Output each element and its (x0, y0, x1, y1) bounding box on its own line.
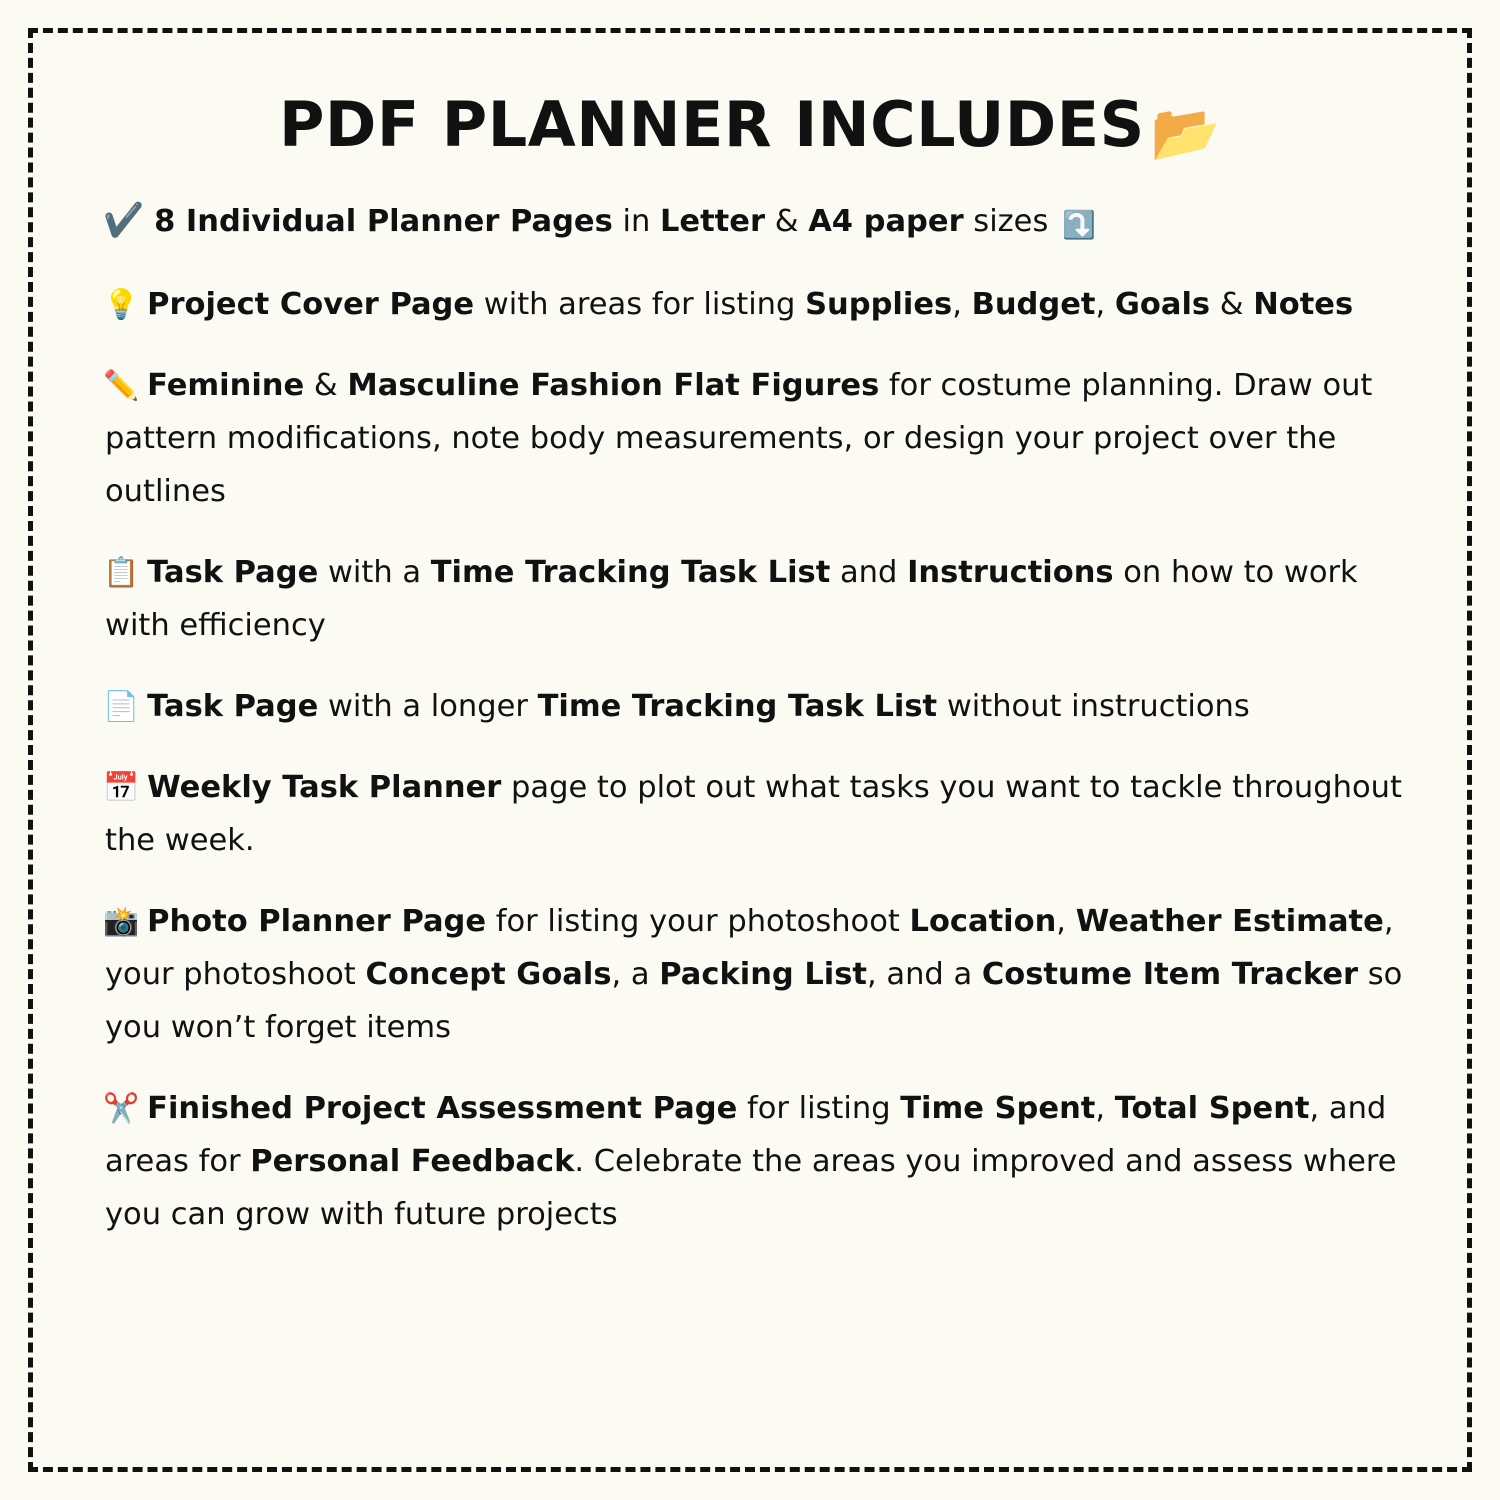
list-item-emphasis: Packing List (659, 957, 867, 993)
open-folder-icon: 📂 (1150, 101, 1222, 166)
list-item-text: for listing your photoshoot (486, 904, 910, 940)
includes-list (79, 191, 1421, 1242)
list-item-emphasis: Location (909, 904, 1057, 940)
list-item-text: in (612, 203, 660, 239)
list-item (105, 680, 1411, 733)
list-item-text: & (1210, 286, 1254, 322)
list-item-text: , and a (867, 957, 982, 993)
list-item-emphasis: Letter (659, 203, 765, 239)
page-title (79, 88, 1421, 166)
camera-with-flash-icon: 📸 (103, 904, 140, 939)
list-item-text: and (830, 554, 908, 590)
pencil-icon: ✏️ (103, 367, 140, 402)
list-item-text: , (1095, 1091, 1115, 1127)
list-item-text: , (1056, 904, 1076, 940)
list-item-text: , (952, 286, 972, 322)
calendar-icon: 📅 (103, 770, 140, 804)
list-item-text: page to plot out what tasks you want to tackle throughout the week. (105, 770, 1402, 859)
list-item (105, 546, 1411, 652)
list-item (105, 278, 1411, 331)
list-item-emphasis: Supplies (805, 286, 953, 322)
list-item-text: with a (318, 554, 431, 590)
list-item-text: & (765, 203, 809, 239)
list-item (105, 359, 1411, 518)
list-item (105, 761, 1411, 867)
light-bulb-icon: 💡 (103, 286, 140, 321)
list-item-emphasis: Time Spent (900, 1091, 1096, 1127)
list-item-emphasis: Finished Project Assessment Page (147, 1091, 738, 1127)
list-item (105, 1082, 1411, 1241)
list-item-emphasis: Costume Item Tracker (981, 957, 1359, 993)
list-item-emphasis: Goals (1114, 286, 1211, 322)
list-item-text: , and areas for (105, 1091, 1387, 1180)
scissors-icon: ✂️ (103, 1091, 140, 1126)
list-item-text: for listing (737, 1091, 901, 1127)
list-item-emphasis: Masculine Fashion Flat Figures (347, 367, 880, 403)
list-item-emphasis: Budget (971, 286, 1096, 322)
list-item-text: , a (611, 957, 660, 993)
list-item-text: so you won’t forget items (105, 957, 1403, 1046)
list-item-emphasis: Task Page (147, 554, 319, 590)
list-item (105, 191, 1411, 250)
list-item-emphasis: Instructions (907, 554, 1114, 590)
list-item-emphasis: Personal Feedback (250, 1144, 575, 1180)
list-item-emphasis: Project Cover Page (147, 286, 475, 322)
list-item-text: for costume planning. Draw out pattern modifications, note body measurements, or design your project over the outlines (105, 367, 1373, 509)
page-title-text: PDF PLANNER INCLUDES (278, 88, 1145, 161)
clipboard-icon: 📋 (103, 554, 140, 589)
list-item-text: & (304, 367, 348, 403)
list-item-emphasis: Time Tracking Task List (537, 688, 938, 724)
page-document-icon: 📄 (103, 688, 140, 723)
list-item (105, 895, 1411, 1054)
list-item-emphasis: Task Page (147, 688, 319, 724)
planner-includes-card (28, 28, 1472, 1472)
list-item-emphasis: Total Spent (1114, 1091, 1310, 1127)
list-item-text: without instructions (937, 688, 1250, 724)
check-mark-icon: ✔️ (103, 199, 145, 239)
list-item-emphasis: Weather Estimate (1075, 904, 1384, 940)
right-arrow-curving-down-icon: ⤵️ (1062, 209, 1096, 241)
list-item-emphasis: Time Tracking Task List (430, 554, 831, 590)
list-item-emphasis: Photo Planner Page (147, 904, 487, 940)
list-item-text: with a longer (318, 688, 538, 724)
list-item-emphasis: A4 paper (808, 203, 964, 239)
list-item-emphasis: Concept Goals (365, 957, 612, 993)
list-item-text: on how to work with efficiency (105, 554, 1358, 643)
list-item-text: . Celebrate the areas you improved and assess where you can grow with future projects (105, 1144, 1397, 1233)
list-item-text: sizes (963, 203, 1059, 239)
list-item-text: , your photoshoot (105, 904, 1394, 993)
list-item-text: , (1095, 286, 1115, 322)
list-item-emphasis: 8 Individual Planner Pages (154, 203, 613, 239)
list-item-emphasis: Feminine (147, 367, 305, 403)
list-item-emphasis: Notes (1253, 286, 1354, 322)
list-item-text: with areas for listing (474, 286, 806, 322)
list-item-emphasis: Weekly Task Planner (147, 770, 502, 805)
